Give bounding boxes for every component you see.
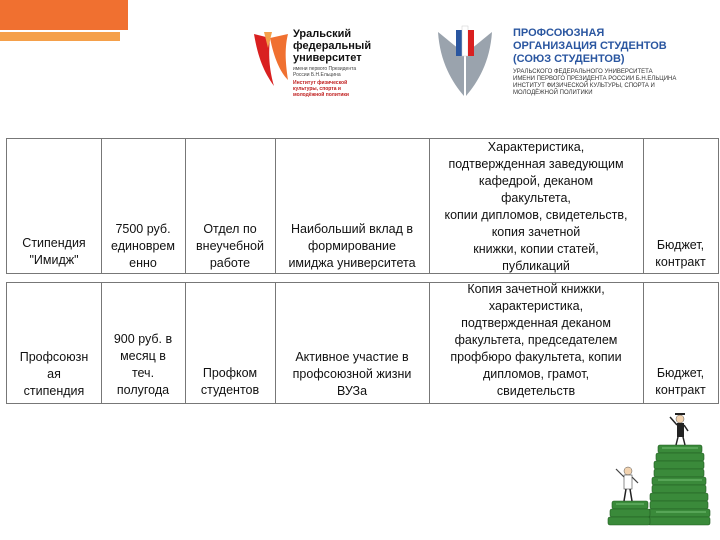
scholarship-documents: Копия зачетной книжки, характеристика, подтвержденная деканом факультета, председателем профбюро факультета, копии дипломов, грамот, свидетельств	[450, 282, 622, 398]
scholarship-documents: Характеристика, подтвержденная заведующим кафедрой, деканом факультета, копии дипломов, свидетельств, копия зачетной книжки, копии статей, публикаций	[444, 140, 628, 273]
corner-bar-dark	[0, 0, 128, 30]
corner-bar-light	[0, 32, 120, 41]
urfu-institute: Институт физической культуры, спорта и молодёжной политики	[293, 80, 349, 98]
scholarship-funding: Бюджет, контракт	[655, 366, 706, 397]
urfu-text-block	[293, 28, 383, 98]
urfu-subtitle: имени первого Президента России Б.Н.Ельцина	[293, 66, 357, 78]
student-union-logo-icon	[430, 22, 500, 102]
scholarship-criteria: Активное участие в профсоюзной жизни ВУЗа	[292, 350, 412, 398]
urfu-logo-icon	[250, 28, 292, 90]
scholarship-name: Профсоюзн ая стипендия	[19, 350, 89, 398]
table-row	[6, 138, 719, 274]
table-row	[6, 282, 719, 404]
scholarship-criteria: Наибольший вклад в формирование имиджа университета	[288, 222, 416, 270]
urfu-name: Уральский федеральный университет	[293, 28, 372, 64]
scholarship-amount: 900 руб. в месяц в теч. полугода	[113, 332, 173, 397]
money-stacks-illustration-icon	[598, 405, 718, 535]
scholarship-department: Профком студентов	[200, 366, 260, 397]
scholarship-amount: 7500 руб. единоврем енно	[111, 222, 175, 270]
scholarship-name: Стипендия "Имидж"	[22, 236, 86, 267]
union-title: ПРОФСОЮЗНАЯ ОРГАНИЗАЦИЯ СТУДЕНТОВ (СОЮЗ СТУДЕНТОВ)	[513, 27, 667, 65]
scholarship-funding: Бюджет, контракт	[655, 238, 706, 269]
corner-decoration	[0, 0, 128, 42]
union-subtitle: УРАЛЬСКОГО ФЕДЕРАЛЬНОГО УНИВЕРСИТЕТА ИМЕНИ ПЕРВОГО ПРЕЗИДЕНТА РОССИИ Б.Н.ЕЛЬЦИНА ИНСТИТУТ ФИЗИЧЕСКОЙ КУЛЬТУРЫ, СПОРТА И МОЛОДЁЖНОЙ ПОЛИТИКИ	[513, 69, 677, 96]
scholarship-department: Отдел по внеучебной работе	[196, 222, 264, 270]
